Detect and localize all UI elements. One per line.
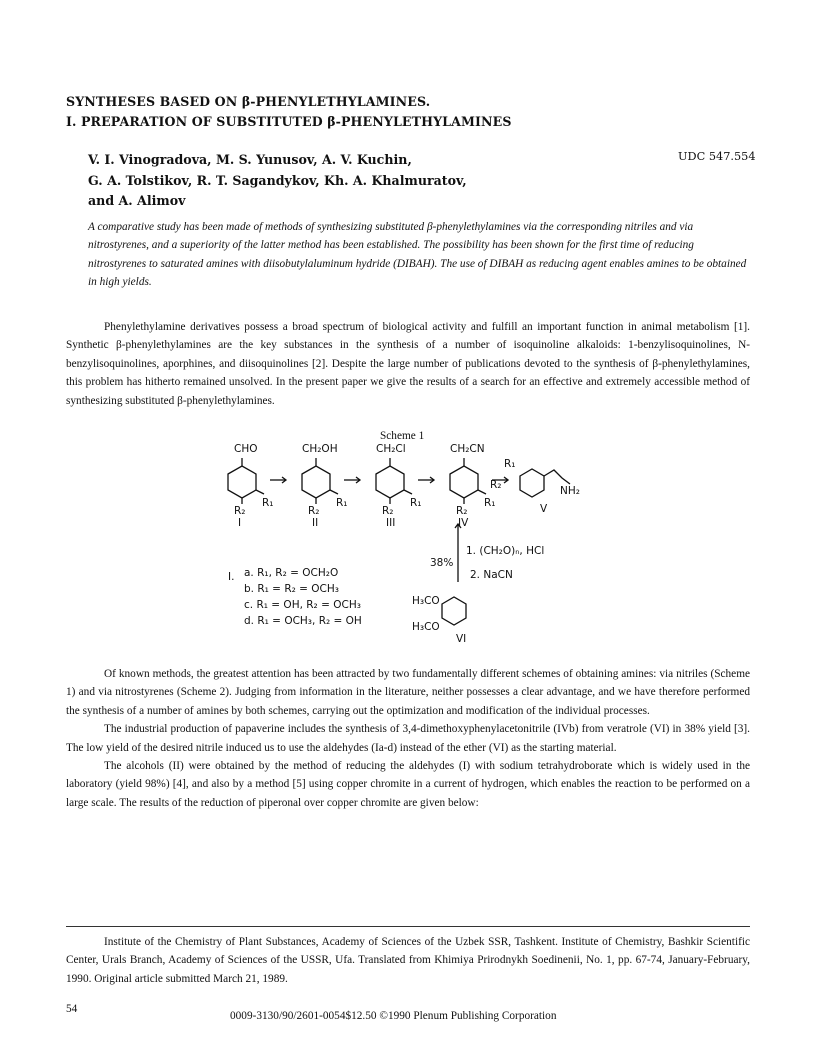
group-ch2cn: CH₂CN [450, 443, 485, 455]
footnote [66, 933, 750, 988]
numeral-ii: II [312, 517, 319, 529]
copyright-line: 0009-3130/90/2601-0054$12.50 ©1990 Plenum Publishing Corporation [230, 1010, 557, 1022]
author-line-3: and A. Alimov [88, 193, 186, 208]
benzene-ring-i [228, 466, 256, 498]
label-r2-iv: R₂ [456, 505, 468, 517]
variants-label: I. [228, 571, 235, 583]
group-nh2: NH₂ [560, 485, 580, 497]
udc-code: UDC 547.554 [678, 150, 756, 163]
main-text [66, 665, 750, 812]
abstract [88, 218, 748, 292]
paragraph-alcohols: The alcohols (II) were obtained by the method of reducing the aldehydes (I) with sodium tetrahydroborate which is widely used in the laboratory (yield 98%) [4], and also by a method [5] using copper chromite in a current of hydrogen, which enables the reaction to be performed on a large scale. The results of the reduction of piperonal over copper chromite are given below: [66, 760, 750, 809]
numeral-iv: IV [458, 517, 469, 529]
author-line-1: V. I. Vinogradova, M. S. Yunusov, A. V. Kuchin, [88, 152, 412, 167]
group-ch2oh: CH₂OH [302, 443, 338, 455]
label-r2-ii: R₂ [308, 505, 320, 517]
variant-d: d. R₁ = OCH₃, R₂ = OH [244, 615, 362, 627]
numeral-vi: VI [456, 633, 467, 645]
benzene-ring-iv [450, 466, 478, 498]
label-r1-iv: R₁ [484, 497, 496, 509]
numeral-v: V [540, 503, 548, 515]
footnote-text: Institute of the Chemistry of Plant Substances, Academy of Sciences of the Uzbek SSR, Tashkent. Institute of Chemistry, Bashkir Scientific Center, Urals Branch, Academy of Sciences of the USSR, Ufa. Translated from Khimiya Prirodnykh Soedinenii, No. 1, pp. 67-74, January-February, 1990. Original article submitted March 21, 1989. [66, 936, 750, 985]
author-list [88, 150, 548, 212]
abstract-text: A comparative study has been made of methods of synthesizing substituted β-phenylethylamines via the corresponding nitriles and via nitrostyrenes, and a superiority of the latter method has been established. The possibility has been shown for the first time of reducing nitrostyrenes to saturated amines with diisobutylaluminum hydride (DIBAH). The use of DIBAH as reducing agent enables amines to be obtained in high yields. [88, 221, 747, 289]
footnote-divider [66, 926, 750, 927]
intro-paragraph: Phenylethylamine derivatives possess a broad spectrum of biological activity and fulfill an important function in animal metabolism [1]. Synthetic β-phenylethylamines are the key substances in the synthesis of a number of isoquinoline alkaloids: 1-benzylisoquinolines, N-benzylisoquinolines, aporphines, and diisoquinolines [2]. Despite the large number of publications devoted to the synthesis of β-phenylethylamines, this problem has hitherto remained unsolved. In the present paper we give the results of a search for an effective and extremely accessible method of synthesizing substituted β-phenylethylamines. [66, 321, 750, 407]
methoxy-lower: H₃CO [412, 621, 440, 633]
article-title [66, 92, 766, 132]
title-line-2: I. PREPARATION OF SUBSTITUTED β-PHENYLETHYLAMINES [66, 114, 512, 129]
label-r1-v: R₁ [504, 458, 516, 470]
reaction-scheme [222, 432, 594, 648]
author-line-2: G. A. Tolstikov, R. T. Sagandykov, Kh. A. Khalmuratov, [88, 172, 467, 188]
reaction-scheme-drawing [222, 432, 594, 648]
intro-section [66, 318, 750, 410]
label-r1-iii: R₁ [410, 497, 422, 509]
methoxy-upper: H₃CO [412, 595, 440, 607]
reagent-step-1: 1. (CH₂O)ₙ, HCl [466, 545, 545, 557]
title-line-1: SYNTHESES BASED ON β-PHENYLETHYLAMINES. [66, 94, 431, 109]
benzene-ring-ii [302, 466, 330, 498]
group-cho: CHO [234, 443, 258, 455]
variant-b: b. R₁ = R₂ = OCH₃ [244, 583, 339, 595]
label-r2-v: R₂ [490, 479, 502, 491]
group-ch2cl: CH₂Cl [376, 443, 406, 455]
reagent-step-2: 2. NaCN [470, 569, 513, 581]
numeral-iii: III [386, 517, 396, 529]
variant-a: a. R₁, R₂ = OCH₂O [244, 567, 339, 579]
scheme-caption: Scheme 1 [380, 430, 425, 442]
label-r1-ii: R₁ [336, 497, 348, 509]
yield-label: 38% [430, 557, 454, 569]
page-number: 54 [66, 1003, 78, 1015]
label-r2-iii: R₂ [382, 505, 394, 517]
paragraph-papaverine: The industrial production of papaverine includes the synthesis of 3,4-dimethoxyphenylacetonitrile (IVb) from veratrole (VI) in 38% yield [3]. The low yield of the desired nitrile induced us to use the aldehydes (Ia-d) instead of the ether (VI) as the starting material. [66, 723, 750, 754]
benzene-ring-vi [442, 597, 466, 625]
paragraph-methods: Of known methods, the greatest attention has been attracted by two fundamentally different schemes of obtaining amines: via nitriles (Scheme 1) and via nitrostyrenes (Scheme 2). Judging from information in the literature, neither possesses a clear advantage, and we have therefore performed the synthesis of a number of amines by both schemes, carrying out the optimization and modification of the individual processes. [66, 668, 750, 717]
label-r2-i: R₂ [234, 505, 246, 517]
label-r1-i: R₁ [262, 497, 274, 509]
variant-c: c. R₁ = OH, R₂ = OCH₃ [244, 599, 361, 611]
benzene-ring-iii [376, 466, 404, 498]
benzene-ring-v [520, 469, 544, 497]
numeral-i: I [238, 517, 242, 529]
